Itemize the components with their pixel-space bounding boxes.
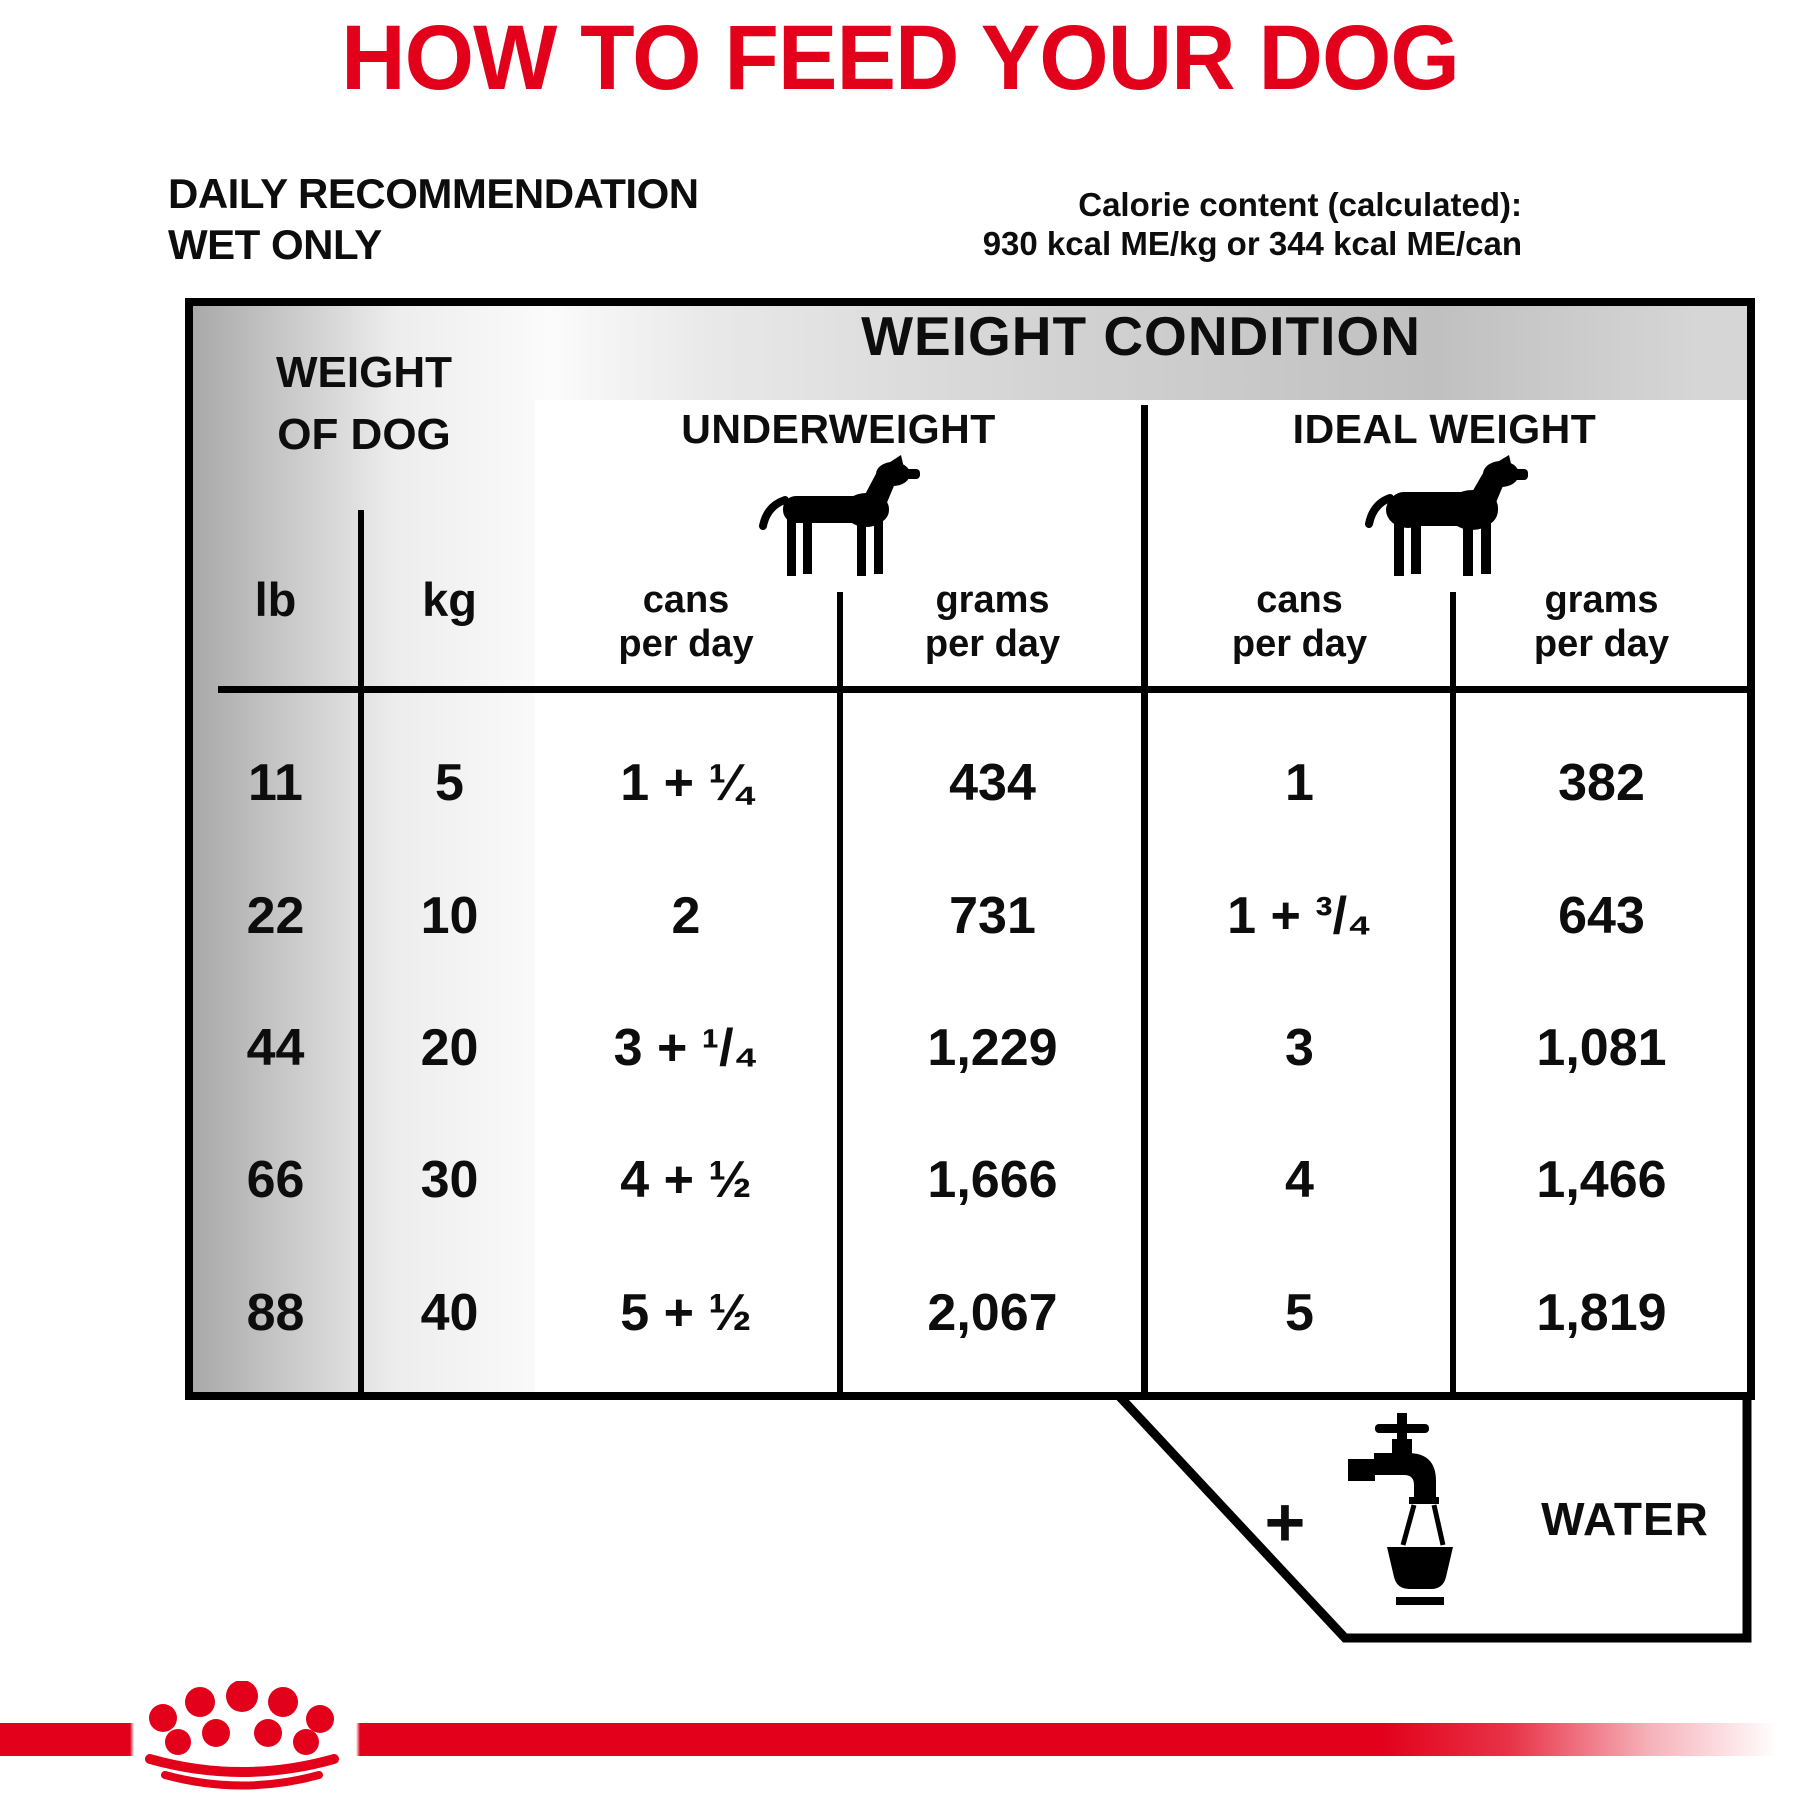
cell-iw-grams: 1,081	[1536, 1019, 1667, 1077]
cans-label: cans	[1256, 579, 1343, 621]
kg-column-header: kg	[422, 573, 477, 626]
grams-label: grams	[935, 579, 1050, 621]
ideal-grams-header	[1456, 578, 1747, 666]
cell-iw-grams: 1,819	[1536, 1284, 1667, 1342]
weight-of-dog-header	[193, 342, 535, 467]
cell-lb: 44	[246, 1019, 305, 1077]
table-row	[193, 1016, 1747, 1080]
cell-kg: 20	[420, 1019, 479, 1077]
cell-uw-cans: 4 + ½	[620, 1151, 752, 1209]
cell-uw-grams: 731	[949, 887, 1036, 945]
ideal-weight-header: IDEAL WEIGHT	[1292, 406, 1597, 452]
per-day-label: per day	[1231, 623, 1368, 666]
calorie-line1: Calorie content (calculated):	[1078, 186, 1522, 223]
per-day-label: per day	[618, 623, 754, 666]
table-row	[193, 1148, 1747, 1212]
cell-iw-cans: 1 + ³/₄	[1227, 887, 1372, 945]
cell-lb: 66	[246, 1151, 305, 1209]
cell-iw-grams: 382	[1558, 754, 1645, 812]
cell-uw-grams: 1,666	[927, 1151, 1058, 1209]
underweight-header: UNDERWEIGHT	[681, 406, 996, 452]
cell-iw-cans: 4	[1285, 1151, 1314, 1209]
cell-uw-grams: 2,067	[927, 1284, 1058, 1342]
per-day-label: per day	[1533, 623, 1670, 666]
daily-recommendation-line2: WET ONLY	[168, 221, 382, 269]
divider-ideal-cans-grams	[1450, 592, 1456, 1392]
ideal-weight-dog-icon	[1356, 454, 1534, 589]
weight-condition-header: WEIGHT CONDITION	[861, 305, 1421, 367]
cell-uw-cans: 5 + ½	[620, 1284, 752, 1342]
header-separator-line	[218, 686, 1747, 693]
cell-kg: 30	[420, 1151, 479, 1209]
weight-of-dog-line1: WEIGHT	[276, 348, 452, 397]
water-label: WATER	[1541, 1493, 1709, 1545]
table-row	[193, 1281, 1747, 1345]
per-day-label: per day	[924, 623, 1061, 666]
calorie-content	[822, 186, 1522, 264]
weight-of-dog-line2: OF DOG	[277, 410, 451, 460]
cans-label: cans	[642, 579, 730, 621]
cell-kg: 10	[420, 887, 479, 945]
cell-uw-grams: 434	[949, 754, 1036, 812]
feeding-table	[185, 298, 1755, 1400]
grams-label: grams	[1544, 579, 1659, 621]
divider-lb-kg	[358, 510, 364, 1392]
cell-iw-cans: 5	[1285, 1284, 1314, 1342]
cell-uw-cans: 2	[671, 887, 701, 945]
cell-kg: 5	[435, 754, 464, 812]
lb-column-header: lb	[254, 573, 297, 626]
underweight-dog-icon	[753, 454, 923, 589]
cell-lb: 22	[246, 887, 305, 945]
cell-iw-grams: 643	[1558, 887, 1645, 945]
plus-sign: +	[1264, 1483, 1306, 1561]
cell-iw-cans: 1	[1285, 754, 1314, 812]
cell-lb: 11	[248, 754, 303, 812]
underweight-cans-header	[535, 578, 837, 666]
cell-iw-cans: 3	[1285, 1019, 1314, 1077]
table-row	[193, 751, 1747, 815]
cell-uw-grams: 1,229	[927, 1019, 1058, 1077]
ideal-cans-header	[1149, 578, 1450, 666]
table-row	[193, 884, 1747, 948]
cell-lb: 88	[246, 1284, 305, 1342]
faucet-bowl-icon	[1330, 1413, 1480, 1625]
cell-kg: 40	[420, 1284, 479, 1342]
cell-uw-cans: 1 + ¼	[620, 754, 752, 812]
underweight-grams-header	[843, 578, 1142, 666]
royal-canin-crown-icon	[118, 1681, 362, 1796]
daily-recommendation-line1: DAILY RECOMMENDATION	[168, 170, 699, 217]
daily-recommendation	[168, 168, 699, 270]
cell-iw-grams: 1,466	[1536, 1151, 1667, 1209]
cell-uw-cans: 3 + ¹/₄	[613, 1019, 759, 1077]
calorie-line2: 930 kcal ME/kg or 344 kcal ME/can	[982, 224, 1522, 262]
page-title: HOW TO FEED YOUR DOG	[341, 7, 1459, 109]
divider-underweight-cans-grams	[837, 592, 843, 1392]
